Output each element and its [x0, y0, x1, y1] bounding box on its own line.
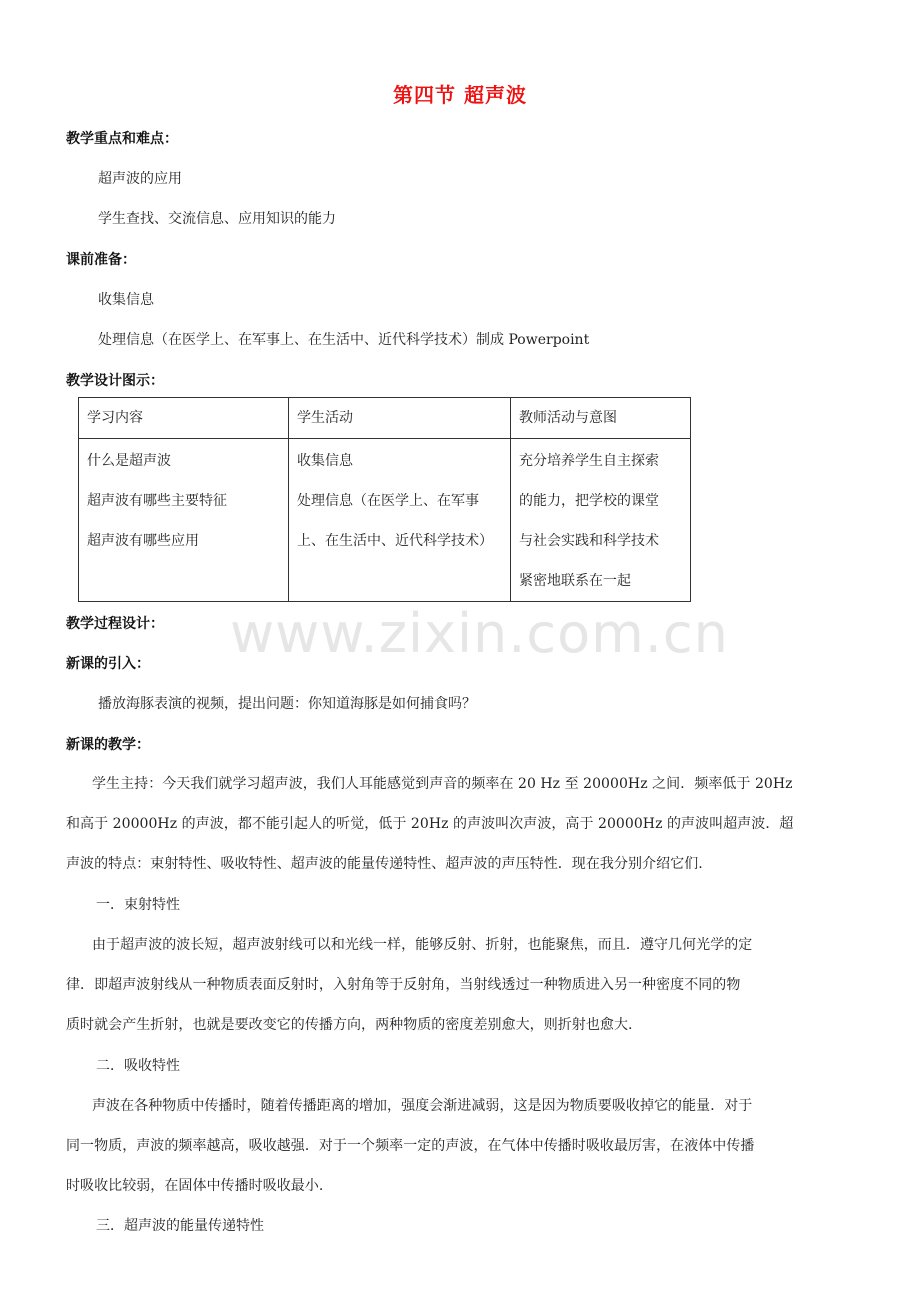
watermark: www.zixin.com.cn: [230, 602, 729, 665]
cell-line: 处理信息（在医学上、在军事: [297, 493, 479, 509]
heading-preparation: 课前准备：: [66, 252, 136, 268]
cell-line: 什么是超声波: [87, 453, 171, 469]
subsection-title: 一．束射特性: [96, 897, 180, 913]
heading-teaching: 新课的教学：: [66, 737, 150, 753]
paragraph-line: 同一物质，声波的频率越高，吸收越强．对于一个频率一定的声波，在气体中传播时吸收最厉害，在液体中传播: [66, 1138, 755, 1154]
page-title: 第四节 超声波: [393, 83, 527, 107]
table-cell-student: [289, 439, 511, 602]
cell-line: 上、在生活中、近代科学技术）: [297, 533, 493, 549]
paragraph-line: 声波的特点：束射特性、吸收特性、超声波的能量传递特性、超声波的声压特性．现在我分别介绍它们.: [66, 856, 703, 872]
heading-design-chart: 教学设计图示：: [66, 373, 164, 389]
subsection-title: 三．超声波的能量传递特性: [96, 1218, 264, 1234]
cell-line: 收集信息: [297, 453, 353, 469]
table-row: [79, 439, 691, 602]
heading-key-points: 教学重点和难点：: [66, 131, 178, 147]
paragraph-line: 和高于 20000Hz 的声波，都不能引起人的听觉，低于 20Hz 的声波叫次声波，高于 20000Hz 的声波叫超声波．超: [66, 816, 794, 832]
table-header-row: [79, 398, 691, 439]
paragraph-line: 由于超声波的波长短，超声波射线可以和光线一样，能够反射、折射，也能聚焦，而且．遵守几何光学的定: [92, 937, 753, 953]
paragraph-line: 学生主持：今天我们就学习超声波，我们人耳能感觉到声音的频率在 20 Hz 至 20000Hz 之间．频率低于 20Hz: [92, 776, 793, 792]
paragraph-line: 律．即超声波射线从一种物质表面反射时，入射角等于反射角，当射线透过一种物质进入另一种密度不同的物: [66, 977, 741, 993]
design-table: [78, 397, 691, 602]
cell-line: 紧密地联系在一起: [519, 573, 631, 589]
paragraph-line: 声波在各种物质中传播时，随着传播距离的增加，强度会渐进减弱，这是因为物质要吸收掉它的能量．对于: [92, 1098, 753, 1114]
table-cell-content: [79, 439, 289, 602]
paragraph-line: 时吸收比较弱，在固体中传播时吸收最小.: [66, 1178, 324, 1194]
cell-line: 超声波有哪些应用: [87, 533, 199, 549]
subsection-title: 二．吸收特性: [96, 1058, 180, 1074]
table-header-cell: 学生活动: [289, 398, 511, 439]
paragraph-line: 质时就会产生折射，也就是要改变它的传播方向，两种物质的密度差别愈大，则折射也愈大.: [66, 1017, 633, 1033]
key-point-item: 学生查找、交流信息、应用知识的能力: [98, 211, 336, 227]
table-cell-teacher: [511, 439, 691, 602]
intro-text: 播放海豚表演的视频，提出问题：你知道海豚是如何捕食吗？: [98, 696, 476, 712]
preparation-item: 收集信息: [98, 292, 154, 308]
cell-line: 与社会实践和科学技术: [519, 533, 659, 549]
heading-intro: 新课的引入：: [66, 656, 150, 672]
heading-process: 教学过程设计：: [66, 616, 164, 632]
table-header-cell: 教师活动与意图: [511, 398, 691, 439]
key-point-item: 超声波的应用: [98, 171, 182, 187]
cell-line: 超声波有哪些主要特征: [87, 493, 227, 509]
cell-line: 充分培养学生自主探索: [519, 453, 659, 469]
preparation-item: 处理信息（在医学上、在军事上、在生活中、近代科学技术）制成 Powerpoint: [98, 332, 590, 348]
table-header-cell: 学习内容: [79, 398, 289, 439]
cell-line: 的能力，把学校的课堂: [519, 493, 659, 509]
